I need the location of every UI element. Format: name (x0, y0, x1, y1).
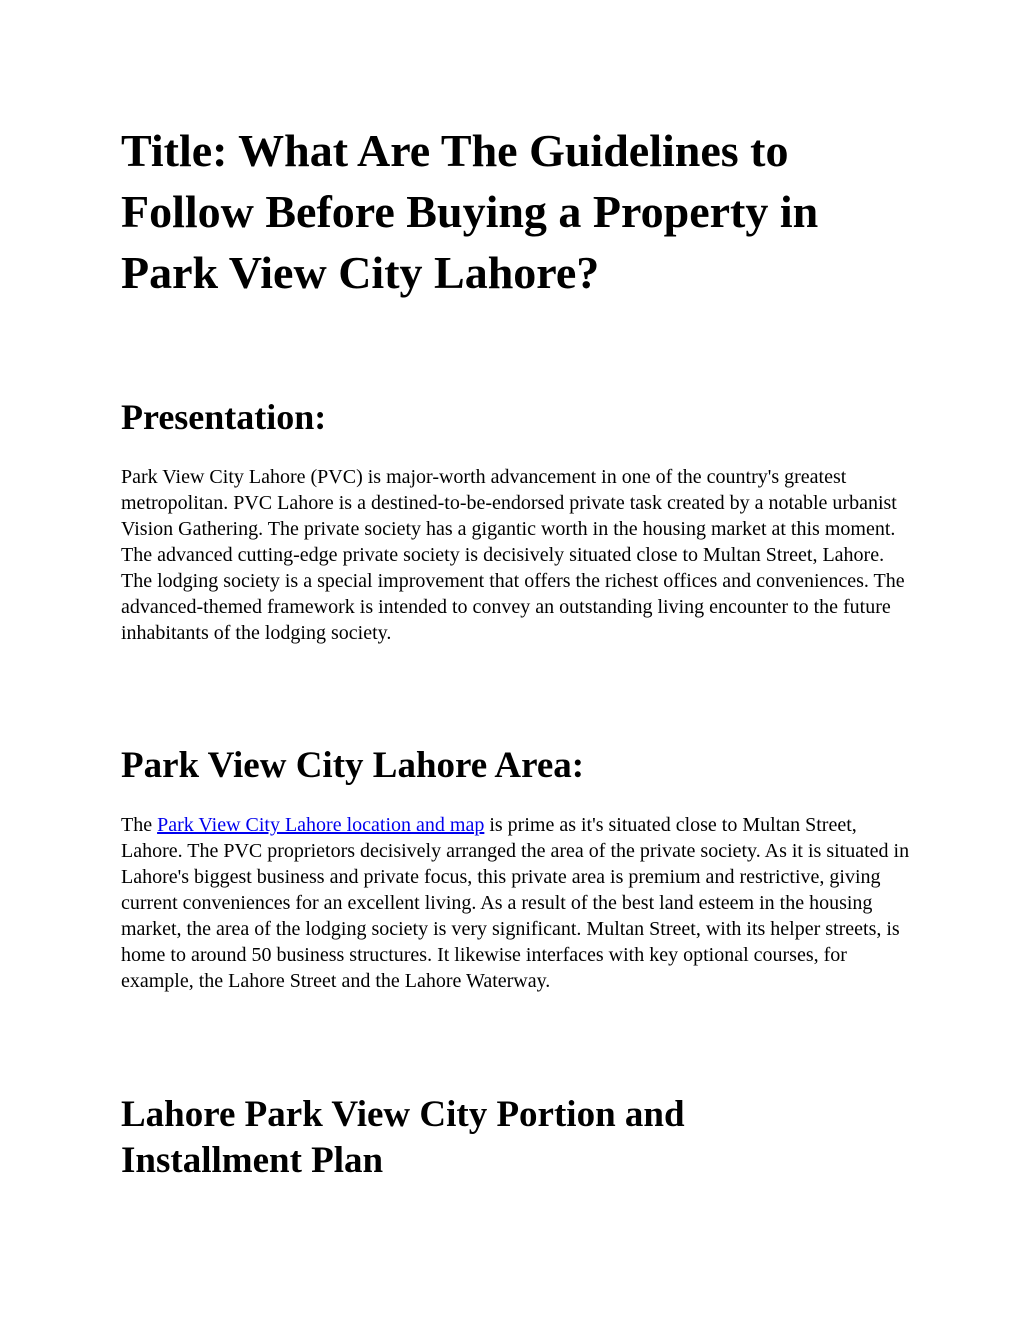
paragraph-text-after-link: is prime as it's situated close to Multan Street, Lahore. The PVC proprietors decisively arranged the area of the private society. As it is situated in Lahore's biggest business and private focus, this private area is premium and restrictive, giving current conveniences for an excellent living. As a result of the best land esteem in the housing market, the area of the lodging society is very significant. Multan Street, with its helper streets, is home to around 50 business structures. It likewise interfaces with key optional courses, for example, the Lahore Street and the Lahore Waterway. (121, 814, 910, 992)
section-heading-presentation: Presentation: (121, 397, 327, 437)
paragraph-text-before-link: The (121, 814, 158, 836)
section-paragraph-presentation: Park View City Lahore (PVC) is major-worth advancement in one of the country's greatest metropolitan. PVC Lahore is a destined-to-be-endorsed private task created by a notable urbanist Vision Gathering. The private society has a gigantic worth in the housing market at this moment. The advanced cutting-edge private society is decisively situated close to Multan Street, Lahore. The lodging society is a special improvement that offers the richest offices and conveniences. The advanced-themed framework is intended to convey an outstanding living encounter to the future inhabitants of the lodging society. (121, 466, 905, 644)
section-paragraph-area (121, 812, 911, 994)
document-title: Title: What Are The Guidelines to Follow Before Buying a Property in Park View City Lahore? (121, 125, 819, 298)
section-heading-installment-plan: Lahore Park View City Portion and Installment Plan (121, 1094, 685, 1181)
location-map-link[interactable]: Park View City Lahore location and map (157, 814, 485, 836)
section-heading-area: Park View City Lahore Area: (121, 745, 585, 786)
